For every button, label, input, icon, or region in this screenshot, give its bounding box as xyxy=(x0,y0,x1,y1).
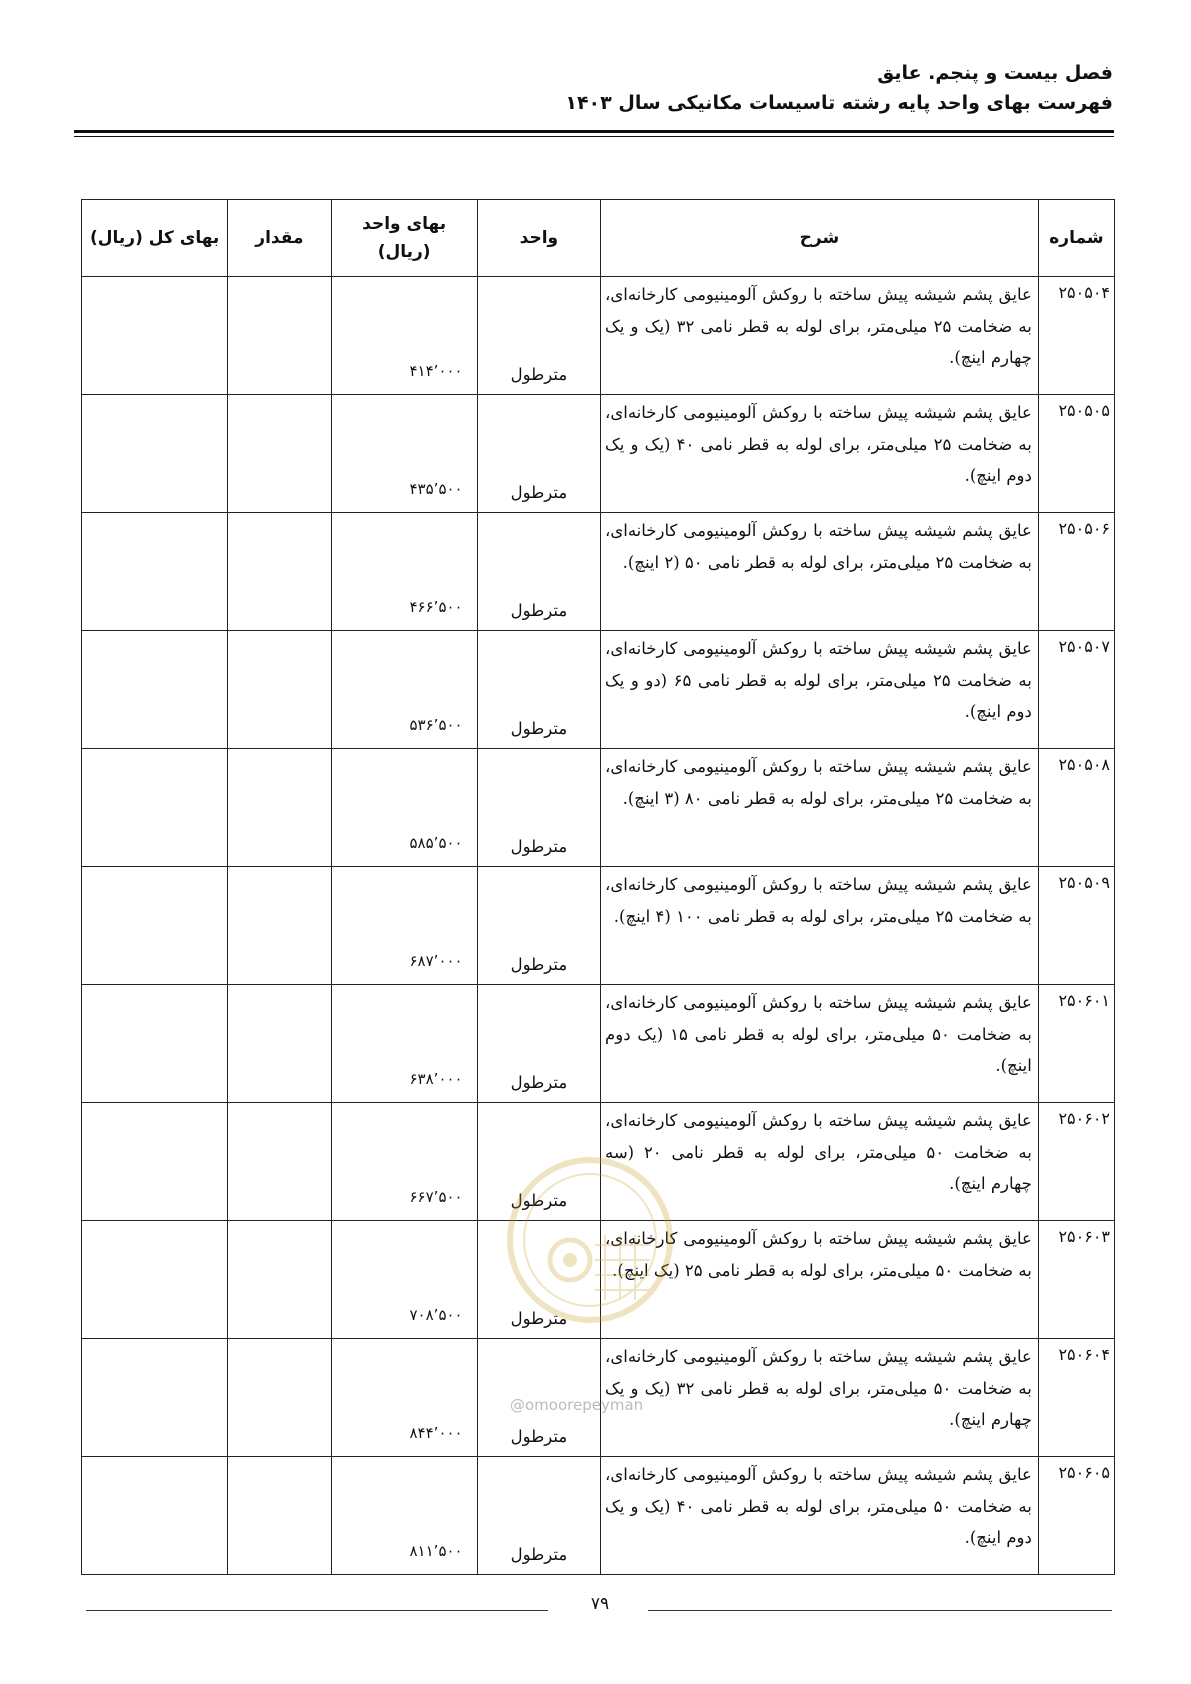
item-unit: مترطول xyxy=(510,483,568,502)
table-row xyxy=(82,749,1115,867)
page-number: ۷۹ xyxy=(590,1594,610,1614)
document-subtitle: فهرست بهای واحد پایه رشته تاسیسات مکانیکی سال ۱۴۰۳ xyxy=(565,92,1113,114)
item-unit-cell xyxy=(477,395,600,513)
item-unit-price-cell xyxy=(331,1339,477,1457)
item-number: ۲۵۰۶۰۳ xyxy=(1038,1221,1114,1339)
item-unit-cell xyxy=(477,513,600,631)
page-header xyxy=(83,58,1113,118)
item-unit-price: ۷۰۸٬۵۰۰ xyxy=(409,1306,463,1324)
item-quantity xyxy=(228,1457,331,1575)
item-unit: مترطول xyxy=(510,601,568,620)
item-number: ۲۵۰۶۰۴ xyxy=(1038,1339,1114,1457)
table-row xyxy=(82,1457,1115,1575)
item-quantity xyxy=(228,631,331,749)
item-total xyxy=(82,1339,228,1457)
item-unit: مترطول xyxy=(510,365,568,384)
item-number: ۲۵۰۵۰۹ xyxy=(1038,867,1114,985)
item-unit-price-cell xyxy=(331,631,477,749)
item-number: ۲۵۰۵۰۶ xyxy=(1038,513,1114,631)
item-unit-price-cell xyxy=(331,395,477,513)
item-unit: مترطول xyxy=(510,837,568,856)
chapter-title: فصل بیست و پنجم. عایق xyxy=(877,62,1113,84)
item-description: عایق پشم شیشه پیش ساخته با روکش آلومینیومی کارخانه‌ای، به ضخامت ۲۵ میلی‌متر، برای لوله به قطر نامی ۳۲ (یک و یک چهارم اینچ). xyxy=(601,277,1039,395)
item-number: ۲۵۰۶۰۱ xyxy=(1038,985,1114,1103)
footer-rule-left xyxy=(86,1610,548,1611)
item-description: عایق پشم شیشه پیش ساخته با روکش آلومینیومی کارخانه‌ای، به ضخامت ۵۰ میلی‌متر، برای لوله به قطر نامی ۱۵ (یک دوم اینچ). xyxy=(601,985,1039,1103)
column-header-description: شرح xyxy=(601,200,1039,277)
item-number: ۲۵۰۵۰۸ xyxy=(1038,749,1114,867)
item-quantity xyxy=(228,985,331,1103)
item-total xyxy=(82,631,228,749)
item-description: عایق پشم شیشه پیش ساخته با روکش آلومینیومی کارخانه‌ای، به ضخامت ۲۵ میلی‌متر، برای لوله به قطر نامی ۵۰ (۲ اینچ). xyxy=(601,513,1039,631)
header-rule-thick xyxy=(74,130,1114,133)
column-header-quantity: مقدار xyxy=(228,200,331,277)
item-unit-price-cell xyxy=(331,1103,477,1221)
item-unit-cell xyxy=(477,1221,600,1339)
item-unit-cell xyxy=(477,749,600,867)
item-unit-cell xyxy=(477,1457,600,1575)
item-total xyxy=(82,1221,228,1339)
item-total xyxy=(82,1457,228,1575)
item-unit-price-cell xyxy=(331,1457,477,1575)
item-total xyxy=(82,749,228,867)
item-quantity xyxy=(228,395,331,513)
table-row xyxy=(82,1221,1115,1339)
unit-price-currency: (ریال) xyxy=(377,242,431,262)
item-quantity xyxy=(228,1221,331,1339)
unit-price-label: بهای واحد xyxy=(362,214,447,234)
item-quantity xyxy=(228,749,331,867)
item-unit-price: ۶۸۷٬۰۰۰ xyxy=(409,952,463,970)
item-unit-cell xyxy=(477,985,600,1103)
item-unit-price: ۵۸۵٬۵۰۰ xyxy=(409,834,463,852)
item-unit-price-cell xyxy=(331,1221,477,1339)
footer-rule-right xyxy=(648,1610,1112,1611)
watermark-handle: @omoorepeyman xyxy=(510,1396,644,1414)
item-unit: مترطول xyxy=(510,719,568,738)
item-unit-price: ۴۳۵٬۵۰۰ xyxy=(409,480,463,498)
price-list-table xyxy=(81,199,1115,1575)
item-number: ۲۵۰۵۰۷ xyxy=(1038,631,1114,749)
item-quantity xyxy=(228,277,331,395)
column-header-number: شماره xyxy=(1038,200,1114,277)
item-total xyxy=(82,1103,228,1221)
table-row xyxy=(82,513,1115,631)
item-unit-cell xyxy=(477,277,600,395)
item-unit: مترطول xyxy=(510,1309,568,1328)
item-unit: مترطول xyxy=(510,1073,568,1092)
item-description: عایق پشم شیشه پیش ساخته با روکش آلومینیومی کارخانه‌ای، به ضخامت ۵۰ میلی‌متر، برای لوله به قطر نامی ۲۰ (سه چهارم اینچ). xyxy=(601,1103,1039,1221)
item-total xyxy=(82,395,228,513)
item-description: عایق پشم شیشه پیش ساخته با روکش آلومینیومی کارخانه‌ای، به ضخامت ۲۵ میلی‌متر، برای لوله به قطر نامی ۱۰۰ (۴ اینچ). xyxy=(601,867,1039,985)
table-row xyxy=(82,985,1115,1103)
item-unit-cell xyxy=(477,1103,600,1221)
item-unit-price-cell xyxy=(331,749,477,867)
column-header-total-price: بهای کل (ریال) xyxy=(82,200,228,277)
table-row xyxy=(82,867,1115,985)
table-row xyxy=(82,631,1115,749)
item-quantity xyxy=(228,1103,331,1221)
item-unit: مترطول xyxy=(510,1191,568,1210)
item-description: عایق پشم شیشه پیش ساخته با روکش آلومینیومی کارخانه‌ای، به ضخامت ۲۵ میلی‌متر، برای لوله به قطر نامی ۶۵ (دو و یک دوم اینچ). xyxy=(601,631,1039,749)
table-row xyxy=(82,277,1115,395)
item-unit-price-cell xyxy=(331,985,477,1103)
item-unit: مترطول xyxy=(510,955,568,974)
item-number: ۲۵۰۶۰۲ xyxy=(1038,1103,1114,1221)
item-total xyxy=(82,985,228,1103)
item-unit-price: ۶۳۸٬۰۰۰ xyxy=(409,1070,463,1088)
item-unit: مترطول xyxy=(510,1427,568,1446)
item-unit-price: ۸۴۴٬۰۰۰ xyxy=(409,1424,463,1442)
item-unit-price: ۵۳۶٬۵۰۰ xyxy=(409,716,463,734)
item-unit: مترطول xyxy=(510,1545,568,1564)
item-unit-price: ۸۱۱٬۵۰۰ xyxy=(409,1542,463,1560)
item-unit-price-cell xyxy=(331,277,477,395)
table-header-row xyxy=(82,200,1115,277)
item-description: عایق پشم شیشه پیش ساخته با روکش آلومینیومی کارخانه‌ای، به ضخامت ۵۰ میلی‌متر، برای لوله به قطر نامی ۲۵ (یک اینچ). xyxy=(601,1221,1039,1339)
item-number: ۲۵۰۵۰۵ xyxy=(1038,395,1114,513)
item-quantity xyxy=(228,1339,331,1457)
item-unit-price: ۴۱۴٬۰۰۰ xyxy=(409,362,463,380)
item-total xyxy=(82,277,228,395)
item-number: ۲۵۰۵۰۴ xyxy=(1038,277,1114,395)
item-quantity xyxy=(228,513,331,631)
item-total xyxy=(82,513,228,631)
header-rule-thin xyxy=(74,136,1114,137)
item-quantity xyxy=(228,867,331,985)
column-header-unit: واحد xyxy=(477,200,600,277)
item-description: عایق پشم شیشه پیش ساخته با روکش آلومینیومی کارخانه‌ای، به ضخامت ۲۵ میلی‌متر، برای لوله به قطر نامی ۴۰ (یک و یک دوم اینچ). xyxy=(601,395,1039,513)
item-unit-price: ۴۶۶٬۵۰۰ xyxy=(409,598,463,616)
item-unit-price-cell xyxy=(331,867,477,985)
item-unit-price: ۶۶۷٬۵۰۰ xyxy=(409,1188,463,1206)
table-row xyxy=(82,1103,1115,1221)
item-unit-cell xyxy=(477,867,600,985)
item-number: ۲۵۰۶۰۵ xyxy=(1038,1457,1114,1575)
item-description: عایق پشم شیشه پیش ساخته با روکش آلومینیومی کارخانه‌ای، به ضخامت ۲۵ میلی‌متر، برای لوله به قطر نامی ۸۰ (۳ اینچ). xyxy=(601,749,1039,867)
item-unit-cell xyxy=(477,631,600,749)
item-description: عایق پشم شیشه پیش ساخته با روکش آلومینیومی کارخانه‌ای، به ضخامت ۵۰ میلی‌متر، برای لوله به قطر نامی ۴۰ (یک و یک دوم اینچ). xyxy=(601,1457,1039,1575)
item-unit-price-cell xyxy=(331,513,477,631)
table-row xyxy=(82,395,1115,513)
item-description: عایق پشم شیشه پیش ساخته با روکش آلومینیومی کارخانه‌ای، به ضخامت ۵۰ میلی‌متر، برای لوله به قطر نامی ۳۲ (یک و یک چهارم اینچ). xyxy=(601,1339,1039,1457)
column-header-unit-price xyxy=(331,200,477,277)
item-total xyxy=(82,867,228,985)
